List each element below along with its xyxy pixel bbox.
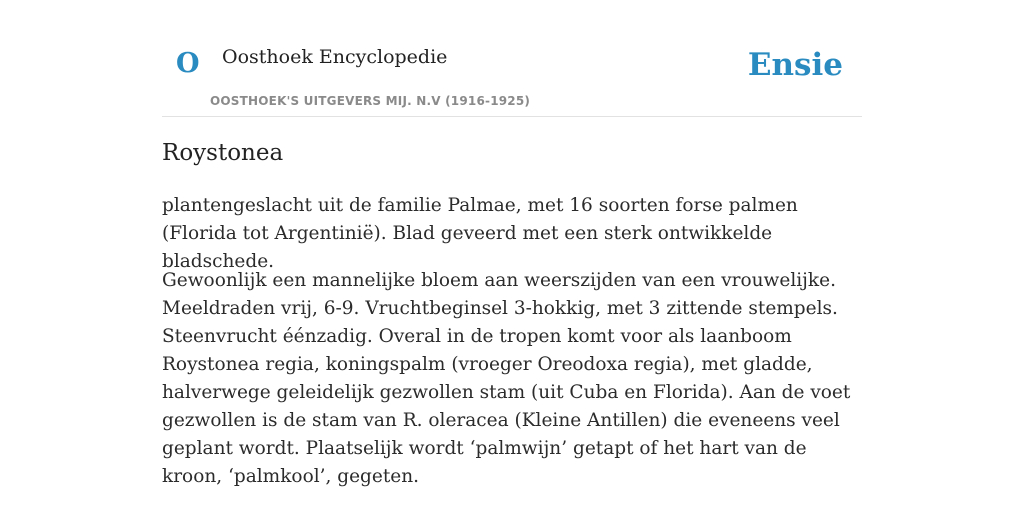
entry-paragraph: Gewoonlijk een mannelijke bloem aan weerszijden van een vrouwelijke. Meeldraden vrij, 6-9. Vruchtbeginsel 3-hokkig, met 3 zittende stempels. Steenvrucht éénzadig. Overal in de tropen komt voor als laanboom Roystonea regia, koningspalm (vroeger Oreodoxa regia), met gladde, halverwege geleidelijk gezwollen stam (uit Cuba en Florida). Aan de voet gezwollen is de stam van R. oleracea (Kleine Antillen) die eveneens veel geplant wordt. Plaatselijk wordt ‘palmwijn’ getapt of het hart van de kroon, ‘palmkool’, gegeten. [162, 270, 851, 487]
book-title-link[interactable]: Oosthoek Encyclopedie [222, 46, 448, 68]
book-header [162, 0, 862, 117]
entry-paragraph: plantengeslacht uit de familie Palmae, met 16 soorten forse palmen (Florida tot Argentinië). Blad geveerd met een sterk ontwikkelde bladschede. [162, 195, 798, 272]
page [162, 0, 862, 487]
ensie-logo-link[interactable]: Ensie [747, 47, 843, 83]
book-logo-icon[interactable]: O [176, 48, 200, 79]
publisher-label: OOSTHOEK'S UITGEVERS MIJ. N.V (1916-1925) [210, 94, 531, 108]
entry-title: Roystonea [162, 140, 284, 166]
